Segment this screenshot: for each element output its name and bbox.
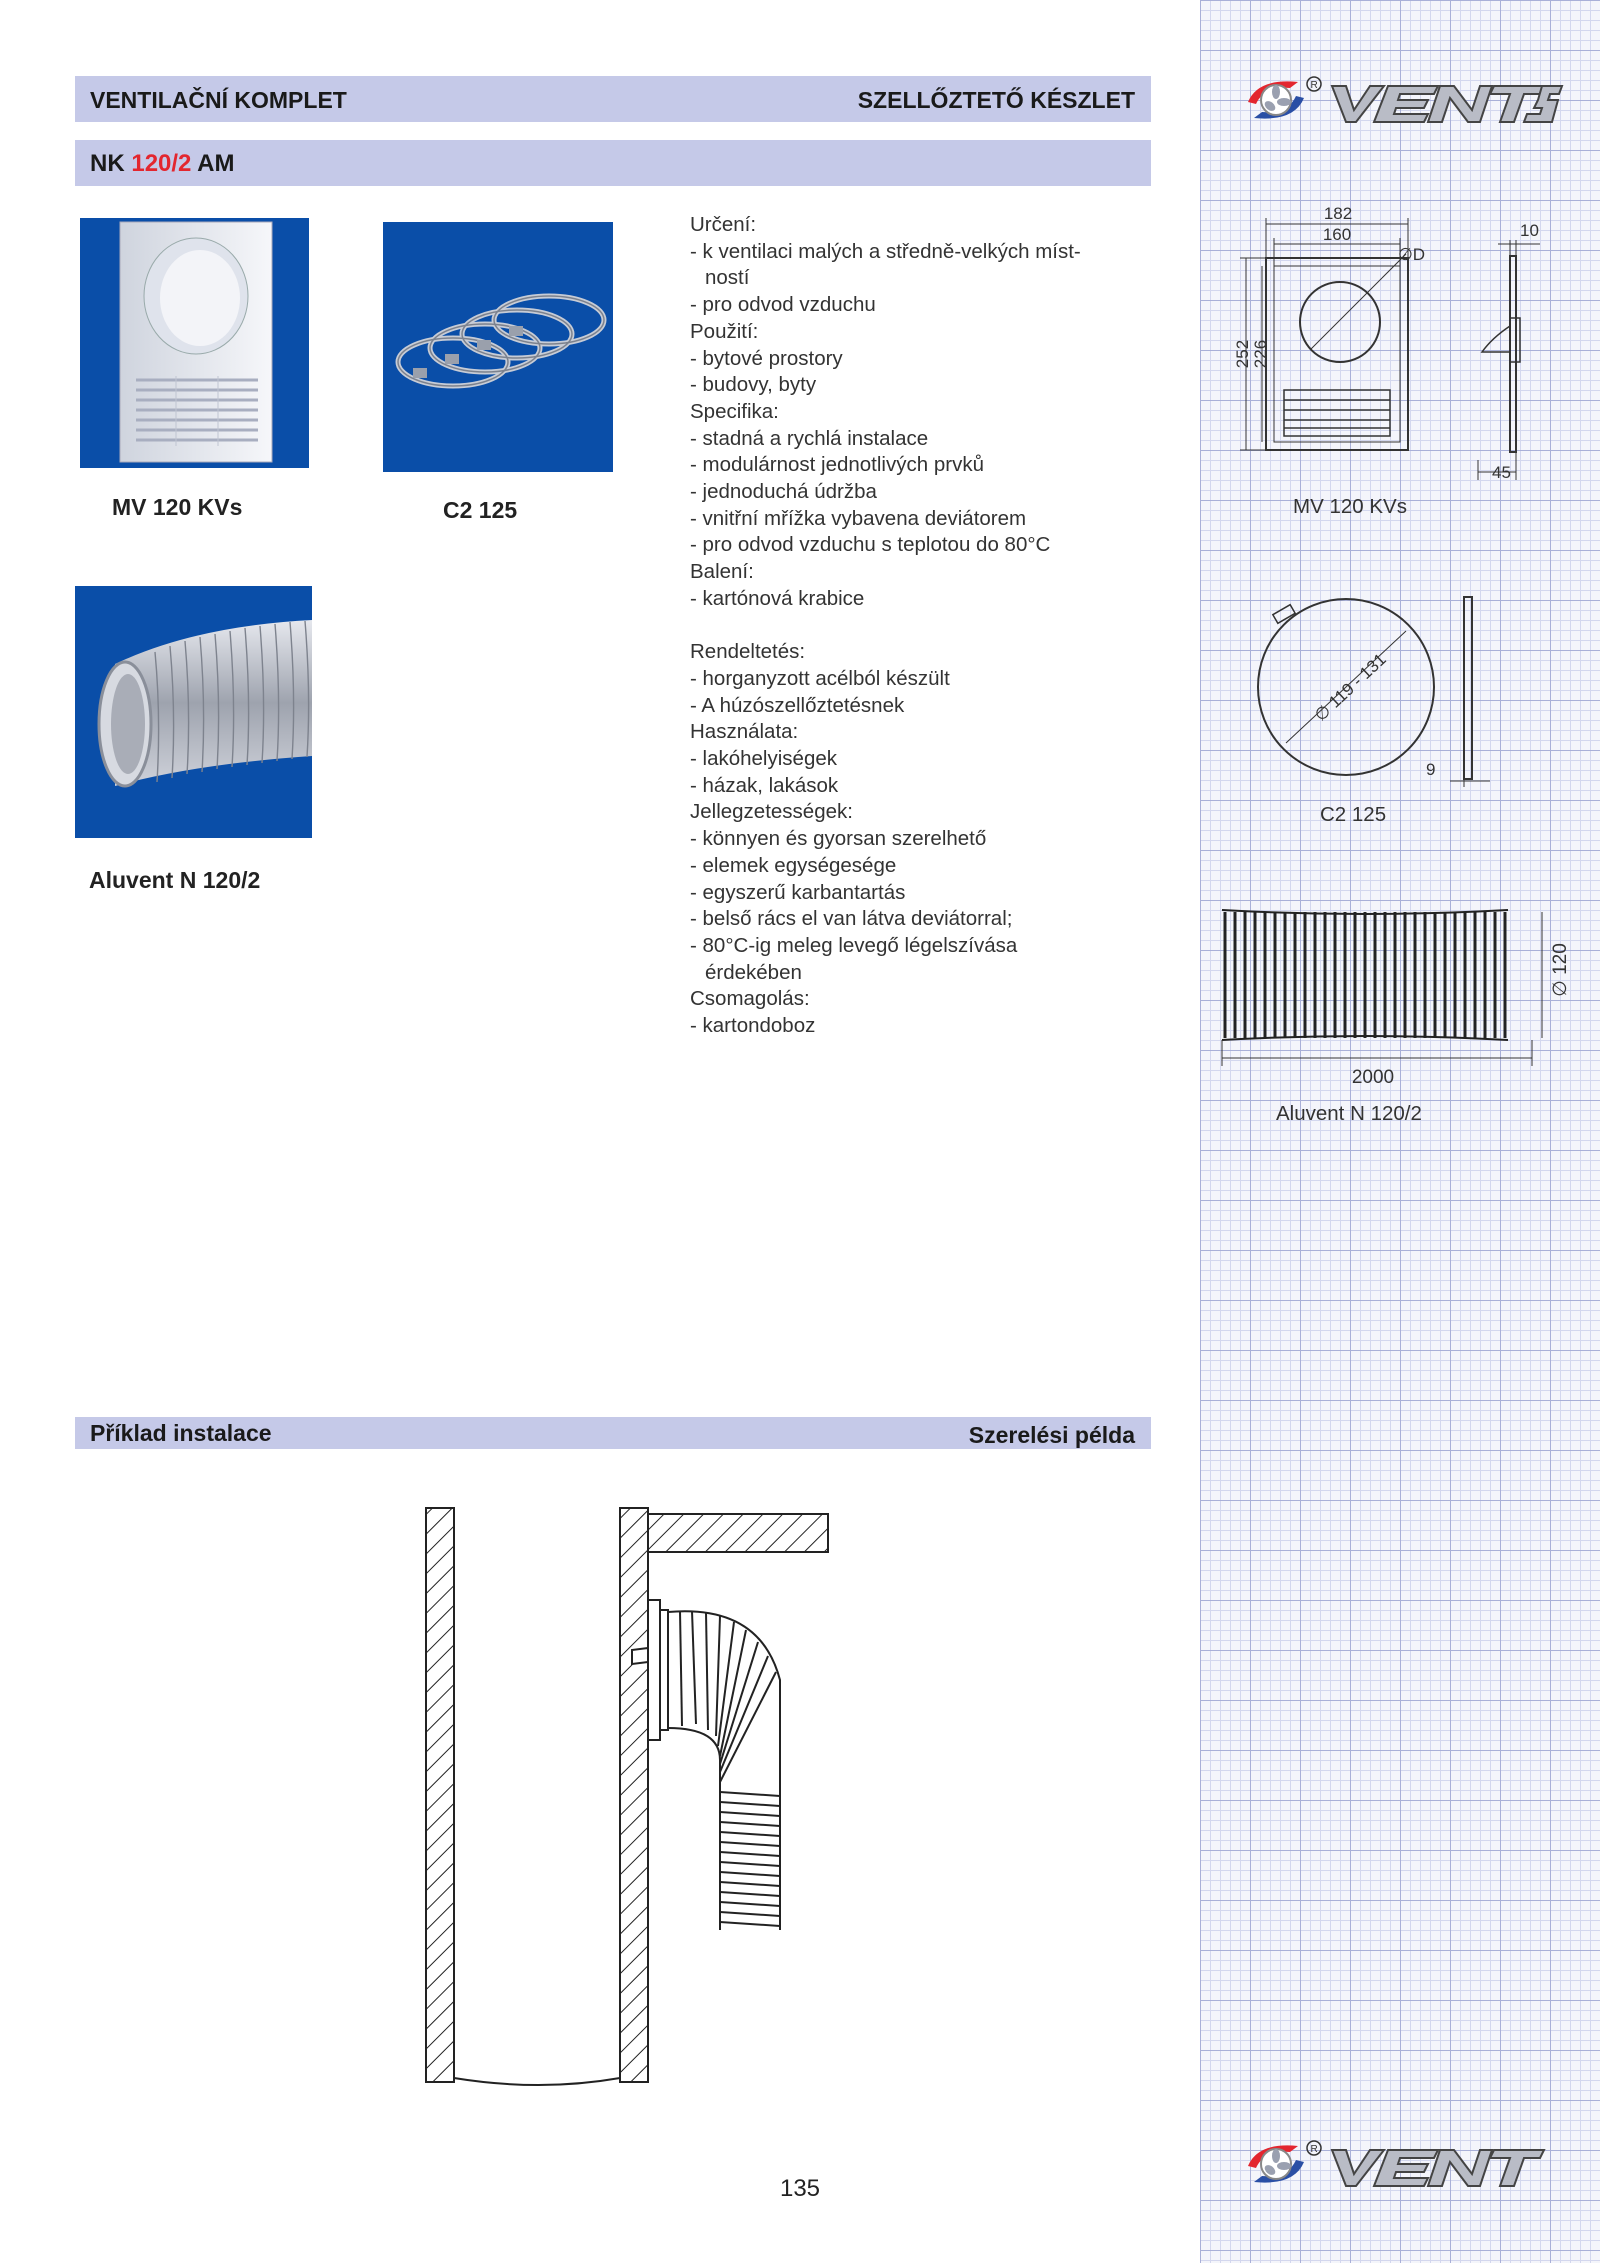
desc-line: - bytové prostory [690,346,843,370]
desc-line: - egyszerű karbantartás [690,880,906,904]
product-prefix: NK [90,150,132,177]
dim-2000: 2000 [1351,1067,1395,1088]
product-model: 120/2 [131,150,192,177]
installation-drawing [420,1500,840,2100]
drawing-label-hose: Aluvent N 120/2 [1276,1102,1422,1125]
desc-line: - jednoduchá údržba [690,480,877,504]
clamp-drawing [1240,585,1510,795]
desc-line: Csomagolás: [690,987,810,1011]
desc-line: Rendeltetés: [690,640,806,664]
photo-label-clamp: C2 125 [443,497,518,523]
desc-line: Specifika: [690,399,779,423]
dim-clamp-range: ∅ 119 - 131 [1310,649,1390,726]
desc-line: - pro odvod vzduchu s teplotou do 80°C [690,533,1051,557]
dim-120: ∅ 120 [1550,943,1571,997]
desc-line: - belső rács el van látva deviátorral; [690,907,1013,931]
dim-160: 160 [1322,225,1352,244]
product-title [90,150,235,178]
grille-photo [80,218,309,468]
desc-line: - kartónová krabice [690,586,865,610]
header-left-title: VENTILAČNÍ KOMPLET [90,87,347,113]
photo-label-grille: MV 120 KVs [112,494,243,520]
desc-line: ností [705,266,750,290]
vents-logo-top [1228,72,1562,128]
hose-drawing [1210,900,1571,1088]
desc-line: - stadná a rychlá instalace [690,426,929,450]
drawing-label-grille: MV 120 KVs [1293,495,1407,518]
desc-line: - budovy, byty [690,373,817,397]
install-right-title: Szerelési példa [968,1422,1135,1448]
page-number: 135 [779,2175,821,2202]
dim-9: 9 [1426,760,1436,779]
desc-line: Určení: [690,213,757,236]
desc-line: - 80°C-ig meleg levegő légelszívása [690,933,1018,957]
dim-252: 252 [1233,339,1252,369]
svg-text:R: R [1310,2144,1318,2155]
desc-line: - modulárnost jednotlivých prvků [690,453,984,477]
svg-text:R: R [1310,80,1318,91]
desc-line: Balení: [690,560,754,584]
desc-line: Jellegzetességek: [690,800,853,824]
install-left-title: Příklad instalace [90,1420,272,1446]
desc-line: - horganyzott acélból készült [690,666,950,690]
product-suffix: AM [191,150,235,177]
grille-drawing [1210,200,1560,490]
header-right-title: SZELLŐZTETŐ KÉSZLET [857,87,1135,113]
desc-line: Použití: [690,319,759,343]
desc-line: - házak, lakások [690,773,839,797]
desc-line: Használata: [690,720,799,744]
drawing-label-clamp: C2 125 [1320,803,1387,826]
desc-line: - kartondoboz [690,1014,816,1038]
dim-45: 45 [1492,463,1511,482]
install-bar [75,1417,1151,1449]
dim-10: 10 [1520,221,1539,240]
desc-line: - vnitřní mřížka vybavena deviátorem [690,506,1027,530]
description-block [690,212,1140,1040]
desc-line: - könnyen és gyorsan szerelhető [690,827,987,851]
desc-line: - elemek egységesége [690,853,897,877]
dim-182: 182 [1323,204,1353,223]
desc-line: - k ventilaci malých a středně-velkých míst- [690,239,1081,263]
dim-226: 226 [1251,339,1270,369]
desc-line: érdekében [705,960,802,984]
product-bar [75,140,1151,186]
photo-label-hose: Aluvent N 120/2 [89,867,261,893]
clamp-photo [383,222,613,472]
desc-line: - pro odvod vzduchu [690,293,876,317]
hose-photo [75,586,312,838]
desc-line: - lakóhelyiségek [690,747,837,771]
desc-line: - A húzószellőztetésnek [690,693,905,717]
header-bar [75,76,1151,122]
dim-diameter: ∅D [1398,245,1426,264]
